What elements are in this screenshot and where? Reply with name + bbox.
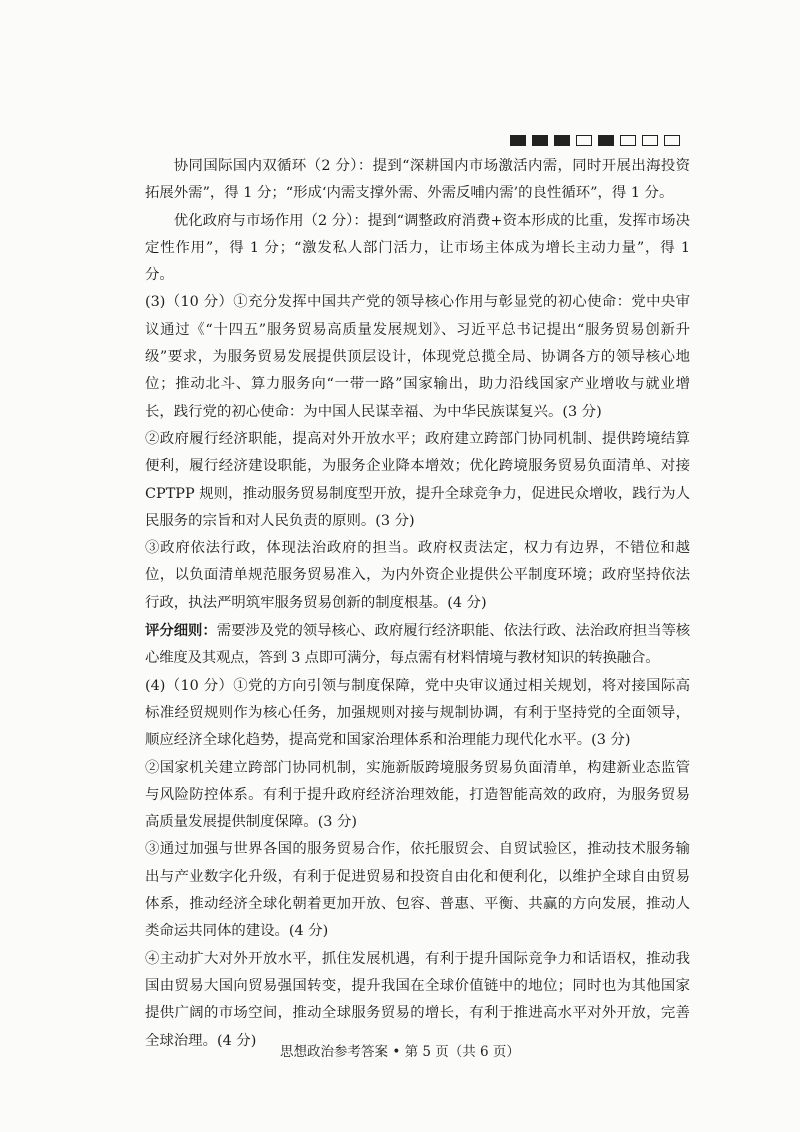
paragraph-q4-point3: ③通过加强与世界各国的服务贸易合作，依托服贸会、自贸试验区，推动技术服务输出与产业数字化升级，有利于促进贸易和投资自由化和便利化，以维护全球自由贸易体系，推动经济全球化朝着更加开放、包容、普惠、平衡、共赢的方向发展，推动人类命运共同体的建设。(4 分) xyxy=(145,841,690,940)
paragraph-q4-point1: (4)（10 分）①党的方向引领与制度保障，党中央审议通过相关规划，将对接国际高标准经贸规则作为核心任务，加强规则对接与规制协调，有利于坚持党的全面领导，顺应经济全球化趋势，提高党和国家治理体系和治理能力现代化水平。(3 分) xyxy=(145,677,690,749)
paragraph-q3-point2: ②政府履行经济职能，提高对外开放水平；政府建立跨部门协同机制、提供跨境结算便利，履行经济建设职能，为服务企业降本增效；优化跨境服务贸易负面清单、对接 CPTPP 规则，推动服务贸易制度型开放，提升全球竞争力，促进民众增收，践行为人民服务的宗旨和对人民负责的原则。(3 分) xyxy=(145,430,690,529)
page-footer: 思想政治参考答案 • 第 5 页（共 6 页） xyxy=(280,1044,520,1060)
paragraph-government-market: 优化政府与市场作用（2 分）：提到“调整政府消费+资本形成的比重，发挥市场决定性作用”，得 1 分；“激发私人部门活力，让市场主体成为增长主动力量”，得 1 分。 xyxy=(145,212,690,284)
paragraph-dual-circulation: 协同国际国内双循环（2 分）：提到“深耕国内市场激活内需，同时开展出海投资拓展外需”，得 1 分；“形成‘内需支撑外需、外需反哺内需’的良性循环”，得 1 分。 xyxy=(145,158,690,202)
paragraph-q4-point2: ②国家机关建立跨部门协同机制，实施新版跨境服务贸易负面清单，构建新业态监管与风险防控体系。有利于提升政府经济治理效能，打造智能高效的政府，为服务贸易高质量发展提供制度保障。(3 分) xyxy=(145,759,690,831)
answer-content xyxy=(145,153,690,1055)
paragraph-scoring-rules xyxy=(145,617,690,673)
progress-mark-6 xyxy=(620,135,636,146)
progress-mark-1 xyxy=(510,135,526,146)
progress-mark-8 xyxy=(664,135,680,146)
progress-mark-4 xyxy=(576,135,592,146)
paragraph-q3-point1: (3)（10 分）①充分发挥中国共产党的领导核心作用与彰显党的初心使命：党中央审议通过《“十四五”服务贸易高质量发展规划》、习近平总书记提出“服务贸易创新升级”要求，为服务贸易发展提供顶层设计，体现党总揽全局、协调各方的领导核心地位；推动北斗、算力服务向“一带一路”国家输出，助力沿线国家产业增收与就业增长，践行党的初心使命：为中国人民谋幸福、为中华民族谋复兴。(3 分) xyxy=(145,294,690,420)
progress-mark-3 xyxy=(554,135,570,146)
progress-mark-7 xyxy=(642,135,658,146)
progress-mark-2 xyxy=(532,135,548,146)
scoring-rules-text: 需要涉及党的领导核心、政府履行经济职能、依法行政、法治政府担当等核心维度及其观点，答到 3 点即可满分，每点需有材料情境与教材知识的转换融合。 xyxy=(145,623,690,667)
page-progress-marks xyxy=(510,135,680,146)
paragraph-q3-point3: ③政府依法行政，体现法治政府的担当。政府权责法定，权力有边界，不错位和越位，以负面清单规范服务贸易准入，为内外资企业提供公平制度环境；政府坚持依法行政，执法严明筑牢服务贸易创新的制度根基。(4 分) xyxy=(145,540,690,611)
paragraph-q4-point4: ④主动扩大对外开放水平，抓住发展机遇，有利于提升国际竞争力和话语权，推动我国由贸易大国向贸易强国转变，提升我国在全球价值链中的地位；同时也为其他国家提供广阔的市场空间，推动全球服务贸易的增长，有利于推进高水平对外开放，完善全球治理。(4 分) xyxy=(145,950,690,1049)
progress-mark-5 xyxy=(598,135,614,146)
scoring-rules-label: 评分细则： xyxy=(145,622,217,640)
